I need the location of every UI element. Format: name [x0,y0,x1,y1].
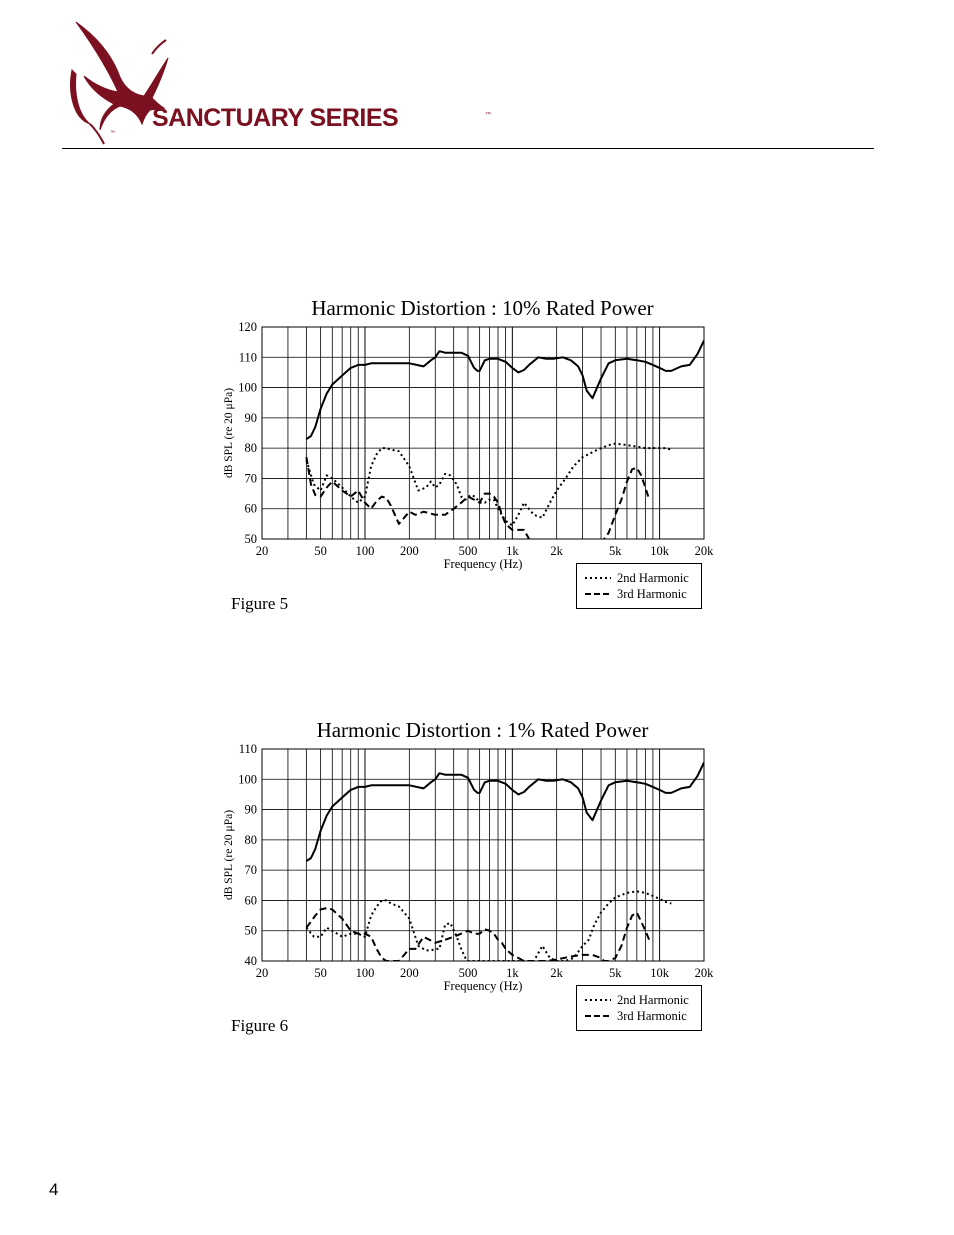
chart-figure-5 [210,293,730,613]
legend-item-2nd-harmonic [577,993,701,1009]
x-tick-label: 1k [506,544,519,558]
series-line-2nd-harmonic [306,891,671,961]
x-tick-label: 50 [314,966,327,980]
y-tick-label: 100 [238,380,257,395]
x-axis-label: Frequency (Hz) [443,557,523,571]
x-tick-label: 1k [506,966,519,980]
y-tick-label: 120 [238,320,257,334]
chart-title: Harmonic Distortion : 1% Rated Power [316,718,649,742]
y-tick-label: 90 [244,410,257,425]
x-tick-label: 5k [609,544,622,558]
page-number: 4 [49,1180,59,1199]
legend-item-3rd-harmonic [577,1009,701,1025]
logo-trademark: ™ [110,130,115,136]
legend-label: 2nd Harmonic [617,571,689,585]
figure-caption: Figure 6 [231,1016,289,1035]
plot-frame [262,327,704,539]
y-tick-label: 40 [244,954,257,968]
x-tick-label: 200 [399,544,419,558]
y-axis-label: dB SPL (re 20 μPa) [223,387,235,479]
series-line-3rd-harmonic [306,908,649,961]
header-divider [62,148,874,149]
y-tick-label: 100 [238,772,257,787]
x-tick-label: 20k [694,966,714,980]
y-tick-label: 90 [244,802,257,817]
x-tick-label: 20 [255,966,269,980]
figure-caption: Figure 5 [231,594,289,613]
x-tick-label: 5k [609,966,622,980]
legend-label: 3rd Harmonic [617,587,687,601]
x-tick-label: 10k [650,544,670,558]
x-tick-label: 500 [458,544,478,558]
legend-label: 2nd Harmonic [617,993,689,1007]
brand-wordmark: SANCTUARY SERIES [152,104,399,132]
x-tick-label: 50 [314,544,327,558]
y-tick-label: 50 [244,923,257,938]
y-tick-label: 60 [244,893,257,908]
y-axis-label: dB SPL (re 20 μPa) [223,809,235,901]
y-tick-label: 80 [244,832,257,847]
y-tick-label: 80 [244,441,257,456]
legend-item-2nd-harmonic [577,571,701,587]
x-tick-label: 100 [355,544,375,558]
x-tick-label: 10k [650,966,670,980]
legend [576,985,702,1031]
y-tick-label: 70 [244,863,257,878]
y-tick-label: 50 [244,532,257,546]
x-tick-label: 100 [355,966,375,980]
y-tick-label: 70 [244,471,257,486]
x-tick-label: 2k [550,966,563,980]
grid [262,327,704,539]
legend-label: 3rd Harmonic [617,1009,687,1023]
legend [576,563,702,609]
chart-title: Harmonic Distortion : 10% Rated Power [311,296,654,320]
x-tick-label: 500 [458,966,478,980]
x-tick-label: 200 [399,966,419,980]
y-tick-label: 60 [244,501,257,516]
brand-trademark: ™ [485,112,491,118]
x-tick-label: 20 [255,544,269,558]
y-tick-label: 110 [238,350,257,365]
x-tick-label: 2k [550,544,563,558]
x-tick-label: 20k [694,544,714,558]
x-axis-label: Frequency (Hz) [443,979,523,993]
legend-item-3rd-harmonic [577,587,701,603]
chart-figure-6 [210,715,730,1035]
y-tick-label: 110 [238,742,257,756]
